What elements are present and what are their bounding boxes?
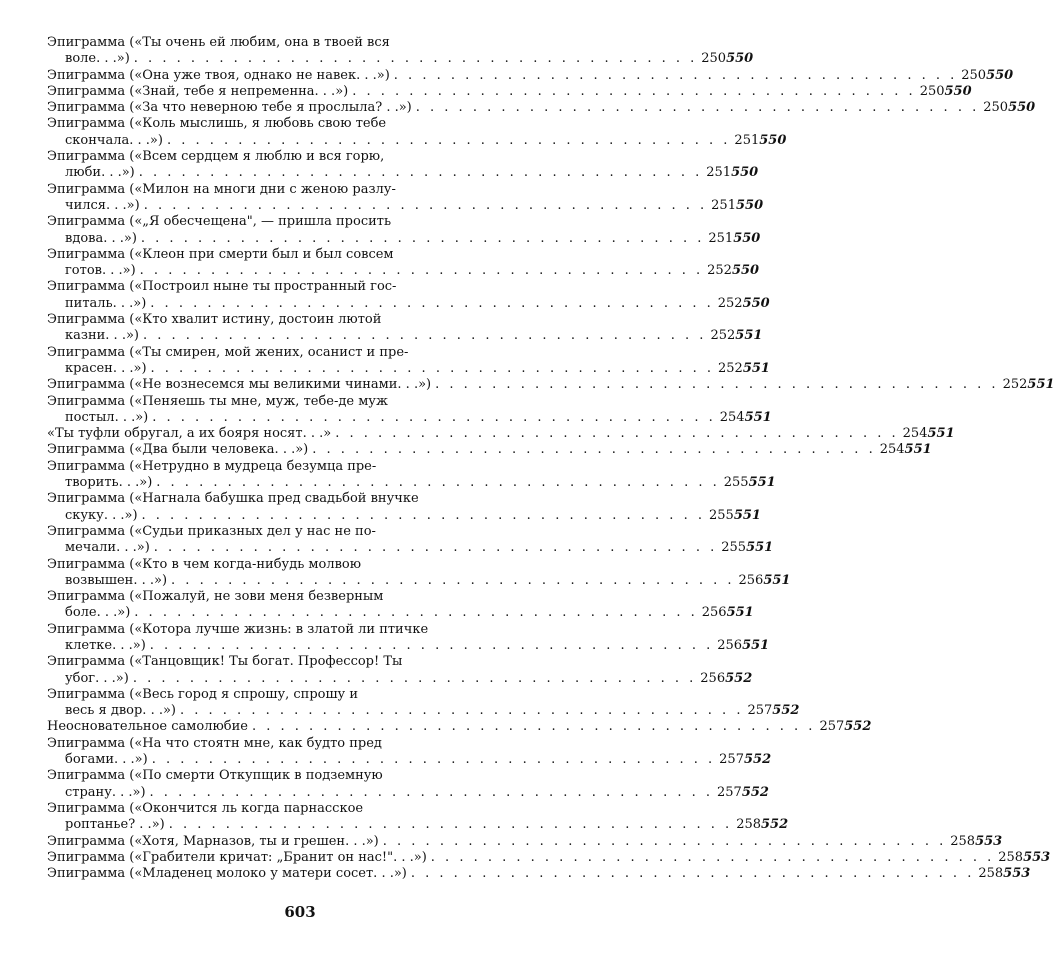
toc-entry-title: Эпиграмма («Два были человека. . .»): [47, 442, 309, 458]
toc-entry-title: убог. . .»): [65, 670, 129, 686]
toc-note-page: 551: [735, 328, 763, 344]
toc-leader-dots: [156, 475, 719, 491]
toc-leader-dots: [134, 605, 697, 621]
toc-entry-line: [47, 654, 555, 670]
toc-page: 252: [707, 263, 732, 279]
toc-entry-line: [47, 263, 760, 279]
toc-entry-title: Эпиграмма («Ты очень ей любим, она в твоей вся: [47, 35, 390, 50]
toc-leader-dots: [141, 231, 704, 247]
toc-leader-dots: [140, 263, 703, 279]
toc-entry-title: чился. . .»): [65, 197, 140, 213]
toc-entry-title: Эпиграмма («Пожалуй, не зови меня безверным: [47, 589, 384, 605]
toc-entry-line: [47, 83, 972, 100]
toc-entry-line: [47, 622, 555, 638]
toc-note-page: 551: [746, 540, 774, 556]
toc-entry-line: [47, 866, 1031, 882]
toc-leader-dots: [352, 84, 915, 100]
toc-leader-dots: [150, 638, 713, 654]
toc-entry: [47, 768, 769, 801]
toc-entry-line: [47, 426, 955, 442]
toc-entry-line: [47, 557, 555, 573]
toc-entry-title: Эпиграмма («Пеняешь ты мне, муж, тебе-де муж: [47, 393, 388, 409]
toc-entry-line: [47, 35, 555, 51]
toc-page: 252: [717, 295, 743, 311]
toc-entry: [47, 800, 789, 834]
toc-note-page: 551: [742, 637, 770, 653]
toc-entry-line: [47, 442, 932, 458]
toc-entry-line: [47, 149, 555, 165]
toc-leader-dots: [435, 377, 998, 393]
toc-leader-dots: [143, 328, 706, 344]
toc-entry: [47, 116, 787, 149]
toc-entry-title: люби. . .»): [65, 165, 135, 181]
toc-note-page: 553: [975, 833, 1003, 849]
toc-page: 254: [902, 426, 928, 442]
toc-leader-dots: [394, 68, 957, 84]
toc-entry-title: скончала. . .»): [65, 132, 163, 148]
toc-entry: [47, 523, 774, 557]
toc-entry-line: [47, 116, 555, 132]
toc-entry: [47, 279, 770, 312]
toc-entry-line: [47, 703, 800, 719]
toc-entry-title: Эпиграмма («По смерти Откупщик в подземную: [47, 768, 383, 784]
toc-entry: [47, 100, 1036, 116]
toc-entry-title: Эпиграмма («Котора лучше жизнь: в златой ли птичке: [47, 621, 429, 637]
toc-entry: [47, 719, 872, 735]
toc-entry: [47, 458, 776, 492]
toc-entry-line: [47, 637, 770, 654]
toc-entry-title: клетке. . .»): [65, 637, 146, 653]
toc-entry-title: Эпиграмма («Хотя, Марназов, ты и грешен. . .»): [47, 833, 379, 849]
toc-note-page: 550: [986, 67, 1014, 83]
toc-entry-title: готов. . .»): [65, 263, 136, 279]
toc-leader-dots: [152, 410, 715, 426]
toc-entry-title: страну. . .»): [65, 784, 146, 800]
toc-page: 250: [983, 100, 1009, 116]
toc-entry-line: [47, 524, 555, 540]
toc-entry: [47, 849, 1051, 866]
toc-entry: [47, 181, 764, 215]
toc-entry-title: скуку. . .»): [65, 507, 138, 523]
toc-leader-dots: [134, 51, 697, 67]
toc-entry-line: [47, 67, 1014, 84]
toc-entry-title: Эпиграмма («Коль мыслишь, я любовь свою тебе: [47, 116, 387, 132]
toc-entry-title: вдова. . .»): [65, 230, 137, 246]
toc-entry-line: [47, 230, 761, 247]
toc-leader-dots: [252, 719, 815, 735]
toc-page: 258: [998, 849, 1024, 865]
toc-entry: [47, 491, 761, 524]
toc-entry-line: [47, 377, 1055, 393]
toc-page: 258: [950, 833, 976, 849]
toc-entry: [47, 83, 972, 100]
toc-entry-line: [47, 247, 555, 263]
toc-entry-line: [47, 197, 764, 214]
toc-entry-title: Эпиграмма («Судьи приказных дел у нас не по-: [47, 523, 376, 539]
toc-entry-line: [47, 572, 791, 589]
toc-note-page: 551: [733, 507, 761, 523]
toc-page: 258: [978, 866, 1004, 882]
toc-page: 254: [719, 409, 745, 425]
toc-entry-title: Эпиграмма («Весь город я спрошу, спрошу и: [47, 686, 359, 702]
toc-page: 257: [747, 703, 773, 719]
toc-page: 258: [736, 817, 762, 833]
toc-entry-title: воле. . .»): [65, 51, 130, 67]
toc-note-page: 551: [726, 605, 754, 621]
toc-leader-dots: [383, 834, 946, 850]
toc-leader-dots: [144, 198, 707, 214]
toc-entry-line: [47, 360, 770, 377]
toc-entry-title: возвышен. . .»): [65, 572, 168, 588]
toc-entry-title: мечали. . .»): [65, 540, 150, 556]
toc-note-page: 553: [1023, 849, 1051, 865]
toc-note-page: 551: [748, 475, 776, 491]
toc-note-page: 550: [944, 83, 972, 99]
toc-entry-title: Неосновательное самолюбие: [47, 719, 248, 735]
toc-entry-line: [47, 312, 555, 328]
toc-entry-title: Эпиграмма («Милон на многи дни с женою разлу-: [47, 181, 396, 197]
toc-note-page: 550: [731, 165, 759, 181]
toc-page: 251: [708, 230, 734, 246]
toc-page: 250: [919, 83, 945, 99]
toc-page: 257: [719, 752, 744, 768]
toc-entry-title: Эпиграмма («Нетрудно в мудреца безумца пре-: [47, 458, 377, 474]
toc-note-page: 551: [1027, 377, 1055, 393]
toc-leader-dots: [312, 442, 875, 458]
toc-entry-title: Эпиграмма («Кто хвалит истину, достоин лютой: [47, 312, 382, 328]
toc-entry-line: [47, 345, 555, 361]
toc-entry-title: Эпиграмма («Не вознесемся мы великими чинами. . .»): [47, 377, 432, 393]
toc-entry-line: [47, 589, 555, 605]
toc-note-page: 552: [844, 719, 872, 735]
toc-entry: [47, 735, 772, 769]
toc-entry-line: [47, 165, 759, 181]
toc-page: 252: [718, 360, 743, 376]
toc-leader-dots: [139, 165, 702, 181]
toc-page: 251: [706, 165, 732, 181]
toc-note-page: 551: [744, 409, 772, 425]
toc-entry-title: боле. . .»): [65, 605, 131, 621]
toc-entry: [47, 149, 759, 182]
toc-page: 256: [717, 637, 743, 653]
toc-entry-line: [47, 214, 555, 230]
page-number: 603: [284, 903, 316, 921]
toc-entry-line: [47, 100, 1036, 116]
toc-entry-title: постыл. . .»): [65, 409, 149, 425]
table-of-contents: [47, 35, 1055, 882]
toc-entry: [47, 312, 763, 345]
toc-leader-dots: [133, 671, 696, 687]
toc-leader-dots: [151, 361, 714, 377]
toc-entry-title: богами. . .»): [65, 752, 148, 768]
toc-entry-title: Эпиграмма («Всем сердцем я люблю и вся горю,: [47, 149, 385, 165]
toc-entry-line: [47, 279, 555, 295]
toc-leader-dots: [152, 752, 715, 768]
toc-entry-line: [47, 459, 555, 475]
toc-note-page: 550: [735, 197, 764, 213]
toc-note-page: 552: [725, 670, 753, 686]
toc-entry: [47, 393, 772, 427]
toc-entry-title: Эпиграмма («Грабители кричат: „Бранит он нас!". . .»): [47, 849, 427, 865]
toc-note-page: 550: [726, 51, 754, 67]
toc-note-page: 550: [759, 132, 787, 148]
toc-entry-line: [47, 475, 776, 491]
toc-note-page: 550: [1008, 100, 1036, 116]
toc-leader-dots: [416, 100, 979, 116]
toc-entry-line: [47, 51, 754, 67]
toc-page: 255: [721, 540, 747, 556]
toc-entry-line: [47, 736, 555, 752]
toc-page: 250: [961, 67, 987, 83]
toc-entry-title: Эпиграмма («„Я обесчещена", — пришла просить: [47, 214, 392, 230]
toc-entry-title: роптанье? . .»): [65, 817, 165, 833]
toc-entry-title: весь я двор. . .»): [65, 703, 176, 719]
toc-entry: [47, 833, 1003, 850]
toc-note-page: 552: [772, 703, 800, 719]
toc-entry-title: Эпиграмма («За что неверною тебе я прослыла? . .»): [47, 100, 412, 116]
toc-entry-title: казни. . .»): [65, 328, 139, 344]
toc-leader-dots: [169, 817, 732, 833]
toc-entry: [47, 589, 754, 622]
toc-page: 256: [701, 605, 727, 621]
toc-note-page: 552: [743, 752, 772, 768]
toc-note-page: 551: [927, 426, 955, 442]
toc-entry: [47, 866, 1031, 882]
toc-page: 256: [700, 670, 726, 686]
toc-note-page: 552: [761, 817, 789, 833]
toc-note-page: 551: [904, 442, 932, 458]
toc-page: 251: [711, 197, 736, 213]
toc-entry-title: Эпиграмма («Знай, тебе я непременна. . .»): [47, 83, 349, 99]
toc-entry-line: [47, 687, 555, 703]
toc-entry-line: [47, 849, 1051, 866]
toc-leader-dots: [431, 850, 994, 866]
toc-entry: [47, 654, 753, 687]
toc-note-page: 551: [763, 572, 791, 588]
toc-entry-title: Эпиграмма («Она уже твоя, однако не навек. . .»): [47, 67, 390, 83]
toc-entry-line: [47, 817, 789, 833]
toc-entry-title: Эпиграмма («Кто в чем когда-нибудь молвою: [47, 556, 362, 572]
toc-entry-line: [47, 394, 555, 410]
toc-entry-title: Эпиграмма («На что стоятн мне, как будто пред: [47, 735, 382, 751]
toc-entry: [47, 686, 800, 720]
toc-entry: [47, 214, 761, 247]
toc-entry-line: [47, 182, 555, 198]
toc-note-page: 550: [742, 295, 770, 311]
toc-entry-title: Эпиграмма («Клеон при смерти был и был совсем: [47, 246, 394, 262]
toc-entry: [47, 426, 955, 442]
toc-entry-line: [47, 768, 555, 784]
toc-entry-title: Эпиграмма («Построил ныне ты пространный гос-: [47, 279, 397, 295]
toc-entry-line: [47, 540, 774, 556]
toc-page: 251: [734, 132, 760, 148]
toc-leader-dots: [180, 703, 743, 719]
toc-entry-line: [47, 784, 769, 801]
toc-note-page: 552: [741, 784, 769, 800]
toc-entry-title: Эпиграмма («Нагнала бабушка пред свадьбой внучке: [47, 491, 419, 507]
toc-leader-dots: [150, 785, 713, 801]
toc-leader-dots: [150, 296, 713, 312]
toc-entry-title: питаль. . .»): [65, 295, 147, 311]
toc-entry-title: Эпиграмма («Танцовщик! Ты богат. Профессор! Ты: [47, 654, 403, 670]
toc-entry-title: Эпиграмма («Окончится ль когда парнасское: [47, 800, 364, 816]
toc-entry-title: красен. . .»): [65, 360, 147, 376]
toc-entry-line: [47, 328, 763, 344]
toc-entry: [47, 344, 770, 378]
toc-entry: [47, 621, 770, 655]
toc-page: 250: [701, 51, 727, 67]
toc-entry-line: [47, 507, 761, 524]
toc-page: 257: [819, 719, 845, 735]
toc-leader-dots: [142, 508, 705, 524]
toc-entry-line: [47, 752, 772, 768]
toc-leader-dots: [154, 540, 717, 556]
toc-leader-dots: [171, 573, 734, 589]
toc-note-page: 550: [733, 230, 761, 246]
toc-page: 252: [1002, 377, 1028, 393]
toc-entry-line: [47, 801, 555, 817]
toc-entry-line: [47, 670, 753, 687]
toc-entry-line: [47, 719, 872, 735]
toc-note-page: 551: [742, 360, 770, 376]
toc-entry-line: [47, 491, 555, 507]
toc-entry-line: [47, 295, 770, 312]
toc-note-page: 553: [1003, 866, 1031, 882]
toc-entry-line: [47, 409, 772, 426]
toc-entry-title: Эпиграмма («Младенец молоко у матери сосет. . .»): [47, 866, 407, 882]
toc-entry-title: Эпиграмма («Ты смирен, мой жених, осанист и пре-: [47, 344, 409, 360]
toc-leader-dots: [411, 866, 974, 882]
toc-entry-line: [47, 132, 787, 149]
toc-page: 255: [723, 475, 749, 491]
toc-entry: [47, 67, 1014, 84]
toc-page: 254: [879, 442, 905, 458]
toc-entry: [47, 442, 932, 458]
toc-page: 252: [710, 328, 736, 344]
toc-note-page: 550: [731, 263, 760, 279]
toc-page: 255: [708, 507, 734, 523]
toc-entry-title: творить. . .»): [65, 475, 153, 491]
toc-entry: [47, 377, 1055, 393]
toc-entry: [47, 556, 791, 590]
toc-entry: [47, 35, 754, 68]
toc-leader-dots: [167, 133, 730, 149]
toc-entry-line: [47, 833, 1003, 850]
toc-page: 256: [738, 572, 764, 588]
toc-page: 257: [717, 784, 742, 800]
toc-entry-title: «Ты туфли обругал, а их бояря носят. . .»: [47, 426, 332, 442]
toc-leader-dots: [335, 426, 898, 442]
toc-entry: [47, 246, 760, 280]
toc-entry-line: [47, 605, 754, 621]
